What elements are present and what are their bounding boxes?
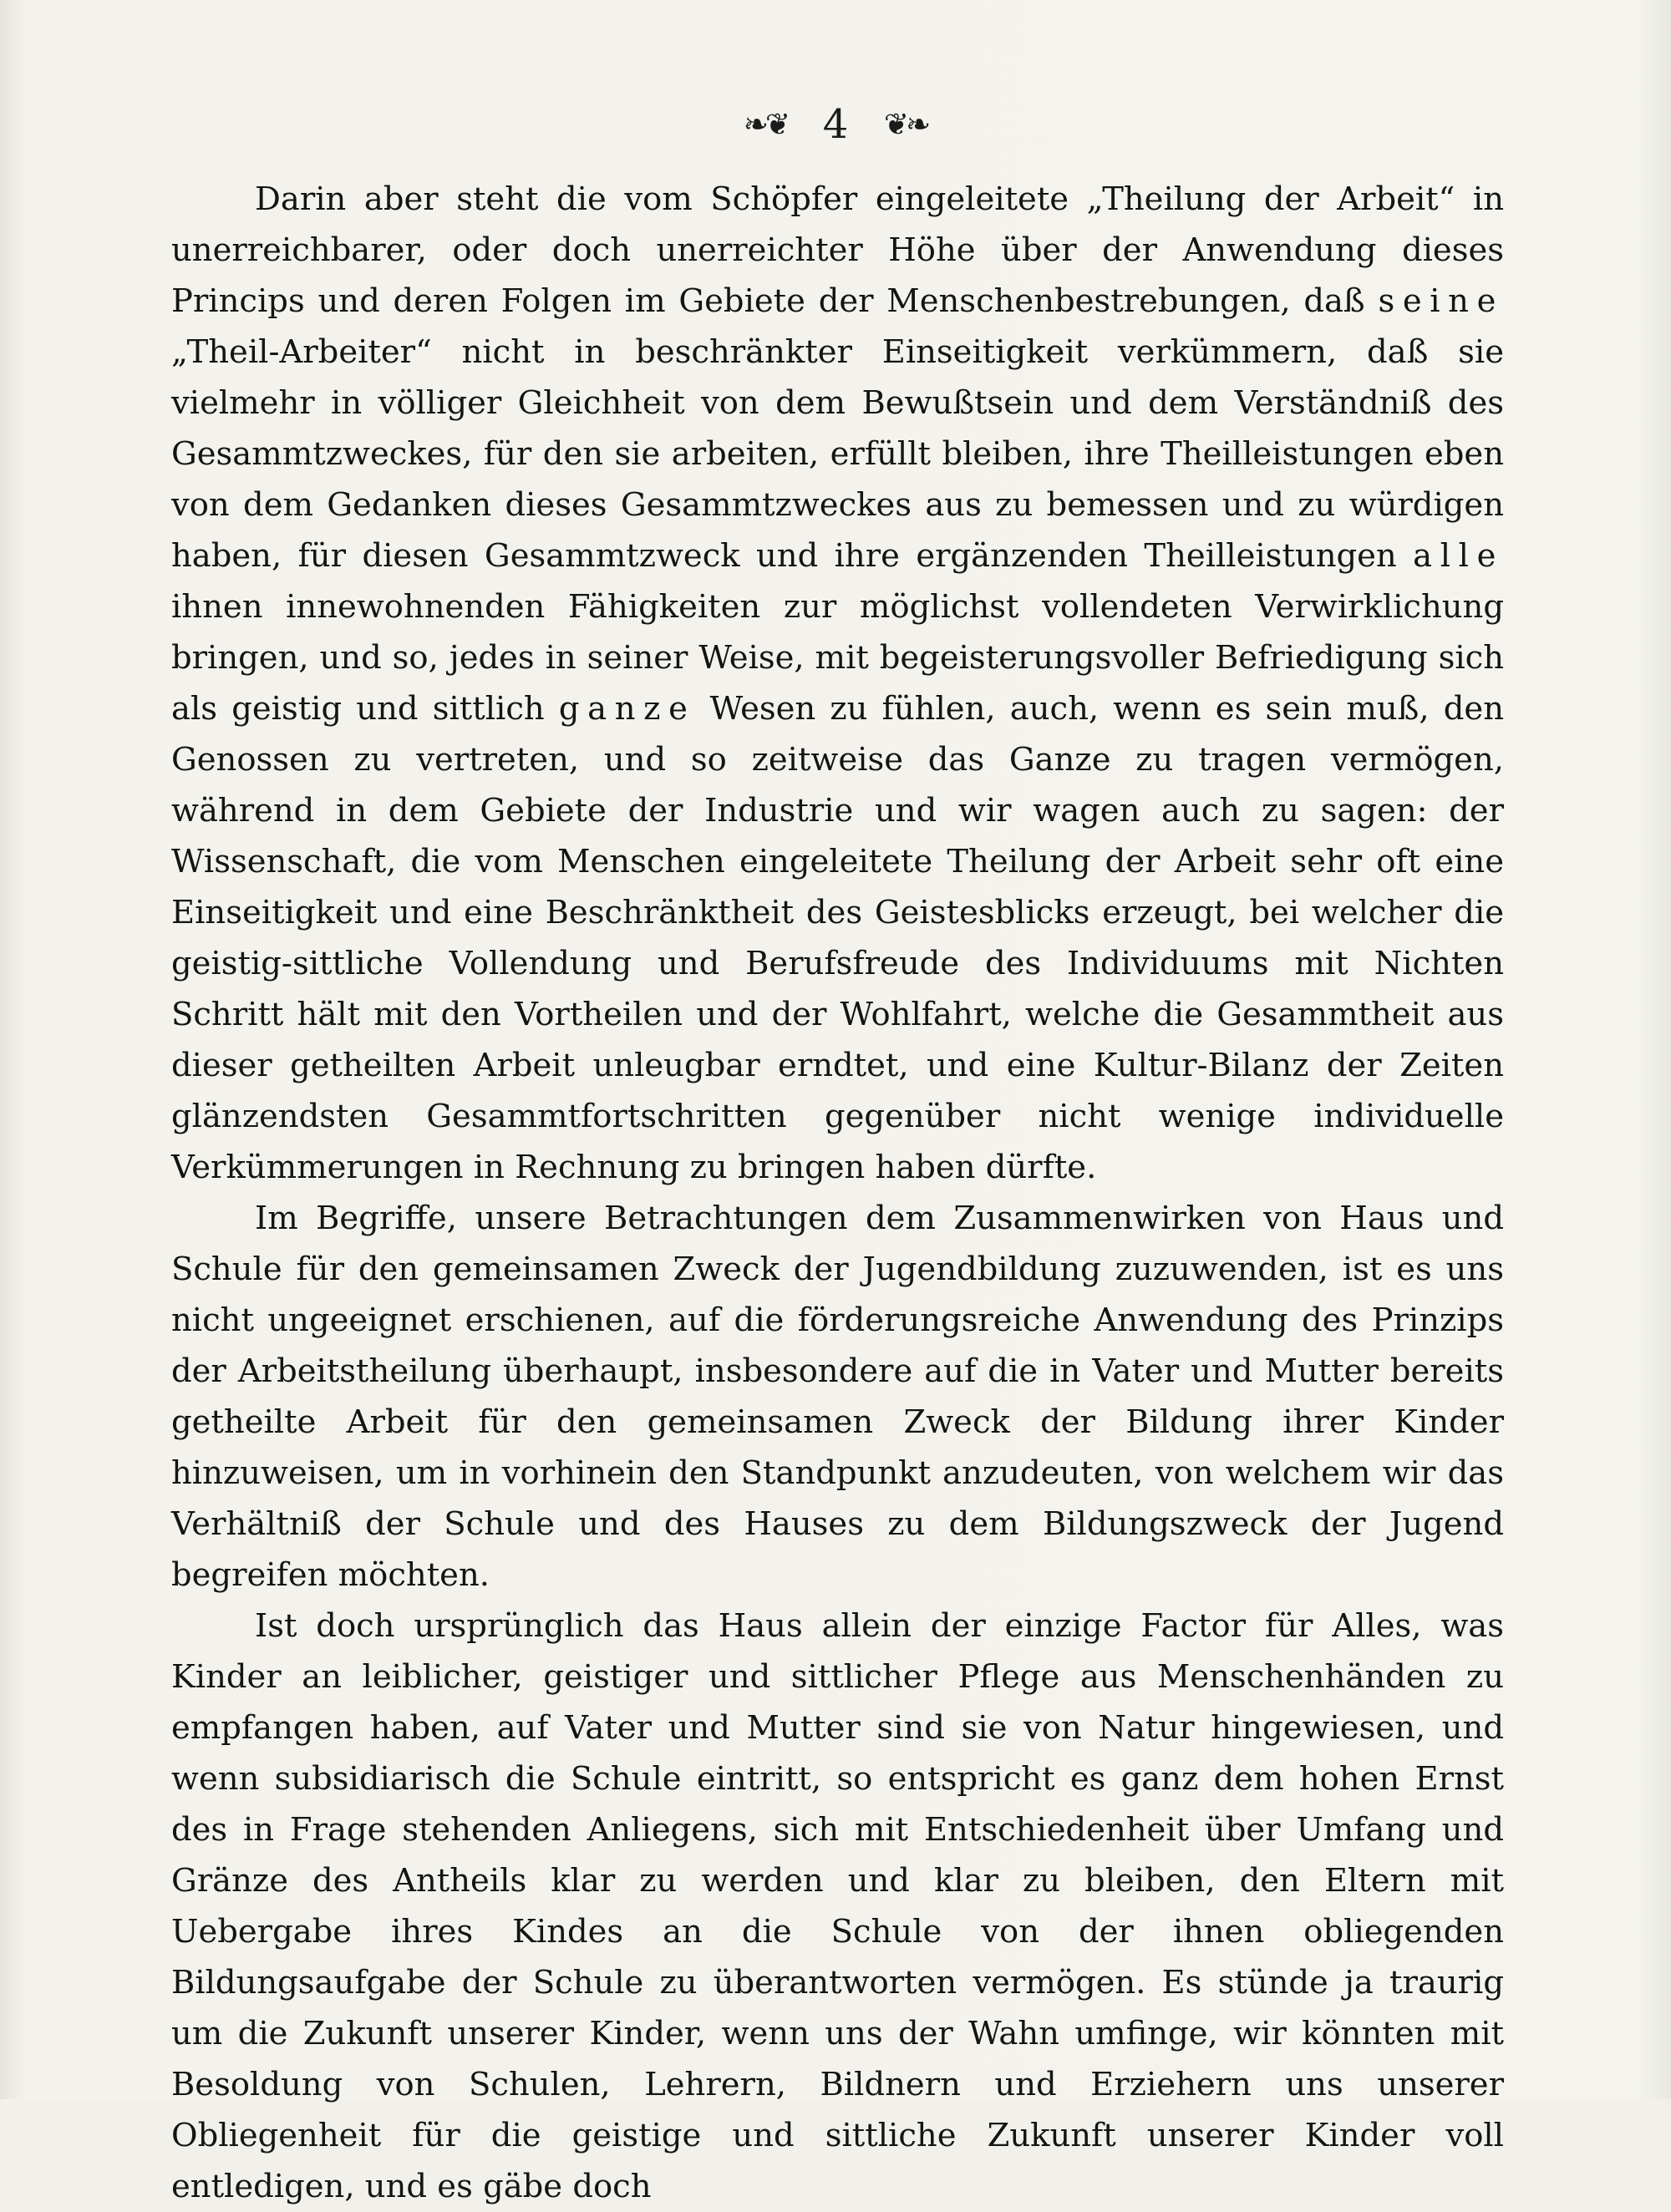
page-header (0, 99, 1671, 148)
emphasis-alle: alle (1413, 537, 1504, 575)
text-segment: Im Begriffe, unsere Betrachtungen dem Zusammenwirken von Haus und Schule für den gemeinsamen Zweck der Jugendbildung zuzuwenden, ist es uns nicht ungeeignet erschienen, auf die förderungsreiche Anwendung des Prinzips der Arbeitstheilung überhaupt, insbesondere auf die in Vater und Mutter bereits getheilte Arbeit für den gemeinsamen Zweck der Bildung ihrer Kinder hinzuweisen, um in vorhinein den Standpunkt anzudeuten, von welchem wir das Verhältniß der Schule und des Hauses zu dem Bildungszweck der Jugend begreifen möchten. (171, 1200, 1504, 1594)
text-segment: „Theil-Arbeiter“ nicht in beschränkter Einseitigkeit verkümmern, daß sie vielmehr in völliger Gleichheit von dem Bewußtsein und dem Verständniß des Gesammtzweckes, für den sie arbeiten, erfüllt bleiben, ihre Theilleistungen eben von dem Gedanken dieses Gesammtzweckes aus zu bemessen und zu würdigen haben, für diesen Gesammtzweck und ihre ergänzenden Theilleistungen (171, 333, 1504, 575)
text-segment: ihnen innewohnenden Fähigkeiten zur möglichst vollendeten Verwirklichung bringen, und so, jedes in seiner Weise, mit begeisterungsvoller Befriedigung sich als geistig und sittlich (171, 588, 1504, 728)
ornament-left-icon: ❧❦ (743, 107, 788, 142)
emphasis-seine: seine (1378, 282, 1504, 320)
paragraph-1 (171, 174, 1504, 1193)
text-segment: Darin aber steht die vom Schöpfer eingeleitete „Theilung der Arbeit“ in unerreichbarer, oder doch unerreichter Höhe über der Anwendung dieses Princips und deren Folgen im Gebiete der Menschenbestrebungen, daß (171, 180, 1504, 320)
text-segment: Ist doch ursprünglich das Haus allein der einzige Factor für Alles, was Kinder an leiblicher, geistiger und sittlicher Pflege aus Menschenhänden zu empfangen haben, auf Vater und Mutter sind sie von Natur hingewiesen, und wenn subsidiarisch die Schule eintritt, so entspricht es ganz dem hohen Ernst des in Frage stehenden Anliegens, sich mit Entschiedenheit über Umfang und Gränze des Antheils klar zu werden und klar zu bleiben, den Eltern mit Uebergabe ihres Kindes an die Schule von der ihnen obliegenden Bildungsaufgabe der Schule zu überantworten vermögen. Es stünde ja traurig um die Zukunft unserer Kinder, wenn uns der Wahn umfinge, wir könnten mit Besoldung von Schulen, Lehrern, Bildnern und Erziehern uns unserer Obliegenheit für die geistige und sittliche Zukunft unserer Kinder voll entledigen, und es gäbe doch (171, 1607, 1504, 2205)
paragraph-3 (171, 1601, 1504, 2212)
body-text (171, 174, 1504, 2212)
text-segment: Wesen zu fühlen, auch, wenn es sein muß, den Genossen zu vertreten, und so zeitweise das Ganze zu tragen vermögen, während in dem Gebiete der Industrie und wir wagen auch zu sagen: der Wissenschaft, die vom Menschen eingeleitete Theilung der Arbeit sehr oft eine Einseitigkeit und eine Beschränktheit des Geistesblicks erzeugt, bei welcher die geistig-sittliche Vollendung und Berufsfreude des Individuums mit Nichten Schritt hält mit den Vortheilen und der Wohlfahrt, welche die Gesammtheit aus dieser getheilten Arbeit unleugbar erndtet, und eine Kultur-Bilanz der Zeiten glänzendsten Gesammtfortschritten gegenüber nicht wenige individuelle Verkümmerungen in Rechnung zu bringen haben dürfte. (171, 690, 1504, 1186)
ornament-right-icon: ❦❧ (883, 107, 928, 142)
page-number: 4 (822, 101, 849, 148)
emphasis-ganze: ganze (558, 690, 696, 728)
paragraph-2 (171, 1193, 1504, 1601)
